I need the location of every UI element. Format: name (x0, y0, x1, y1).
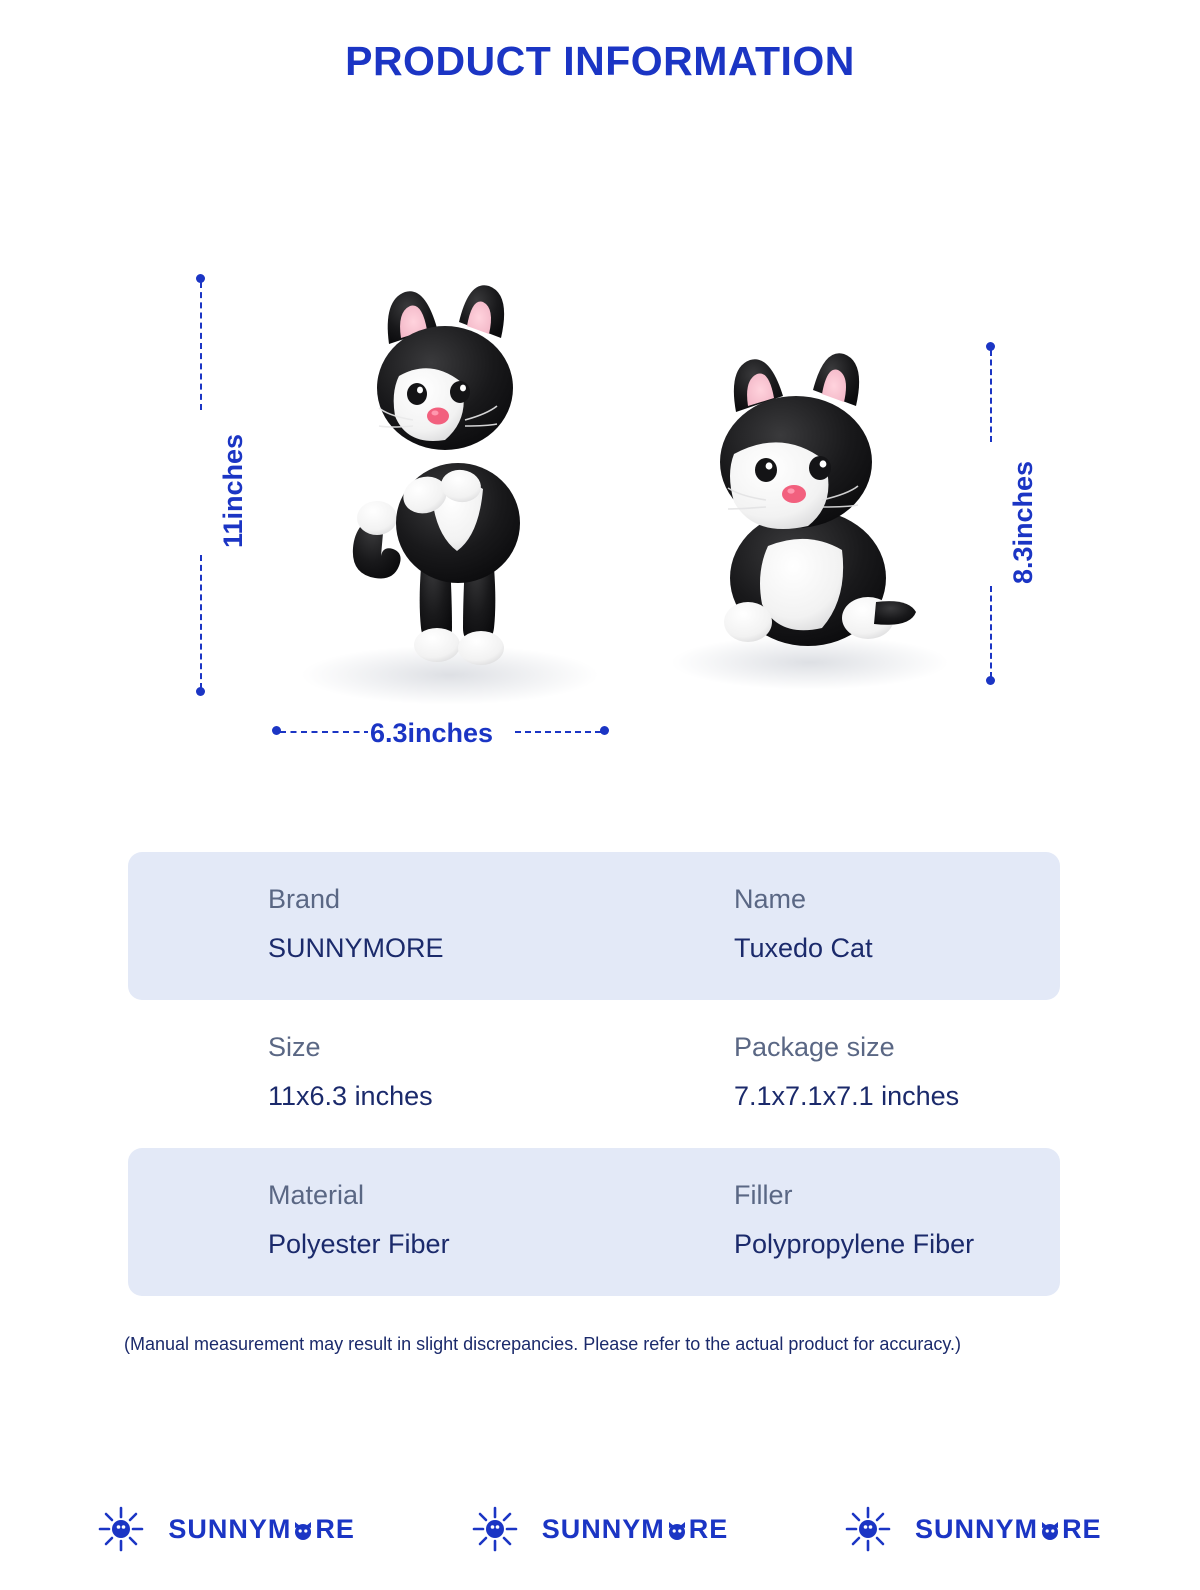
spec-key-size: Size (268, 1032, 321, 1062)
height-dim-line-lower (200, 555, 202, 689)
spec-cell-package-size (594, 1000, 1060, 1148)
cat-head-icon (666, 1518, 688, 1540)
brand-wordmark-pre: SUNNYM (168, 1513, 292, 1544)
seated-height-dim-line-lower (990, 586, 992, 678)
spec-value-brand: SUNNYMORE (268, 933, 444, 963)
sunburst-icon (472, 1506, 518, 1552)
spec-cell-brand (128, 852, 594, 1000)
footer-unit-3 (845, 1506, 1102, 1552)
footer-unit-2 (472, 1506, 729, 1552)
width-dim-line-left (280, 731, 370, 733)
seated-height-dim-label: 8.3inches (1004, 459, 1043, 586)
brand-wordmark-pre: SUNNYM (541, 1513, 665, 1544)
width-dim-right-dot (600, 726, 609, 735)
spec-cell-size (128, 1000, 594, 1148)
spec-key-brand: Brand (268, 884, 341, 914)
brand-wordmark-post: RE (688, 1513, 729, 1544)
brand-wordmark-pre: SUNNYM (915, 1513, 1039, 1544)
sunburst-icon (845, 1506, 891, 1552)
brand-wordmark (168, 1514, 355, 1545)
spec-row-brand-name (128, 852, 1060, 1000)
spec-cell-filler (594, 1148, 1060, 1296)
spec-key-name: Name (734, 884, 807, 914)
sunburst-icon (98, 1506, 144, 1552)
width-dim-label: 6.3inches (368, 714, 495, 753)
specification-table (128, 852, 1060, 1296)
measurement-disclaimer: (Manual measurement may result in slight discrepancies. Please refer to the actual product for accuracy.) (124, 1334, 962, 1354)
spec-key-material: Material (268, 1180, 365, 1210)
width-dim-line-right (515, 731, 601, 733)
spec-value-filler: Polypropylene Fiber (734, 1229, 975, 1259)
brand-wordmark-post: RE (1062, 1513, 1102, 1544)
spec-value-material: Polyester Fiber (268, 1229, 450, 1259)
height-dim-label: 11inches (214, 432, 253, 550)
brand-wordmark (915, 1514, 1102, 1545)
spec-key-filler: Filler (734, 1180, 793, 1210)
spec-row-size-package (128, 1000, 1060, 1148)
spec-cell-material (128, 1148, 594, 1296)
sitting-tuxedo-cat-plush (690, 350, 920, 680)
product-image-area (130, 250, 1070, 770)
height-dim-line-upper (200, 282, 202, 410)
footer-brand-strip (0, 1468, 1200, 1590)
spec-row-material-filler (128, 1148, 1060, 1296)
spec-cell-name (594, 852, 1060, 1000)
spec-value-package-size: 7.1x7.1x7.1 inches (734, 1081, 960, 1111)
standing-tuxedo-cat-plush (325, 280, 575, 680)
cat-head-icon (292, 1518, 314, 1540)
spec-key-package-size: Package size (734, 1032, 895, 1062)
brand-wordmark-post: RE (315, 1513, 355, 1544)
brand-wordmark (542, 1514, 729, 1545)
page-title: PRODUCT INFORMATION (345, 38, 855, 84)
spec-value-size: 11x6.3 inches (268, 1081, 433, 1111)
seated-height-dim-line-upper (990, 350, 992, 442)
footer-unit-1 (98, 1506, 355, 1552)
cat-head-icon (1039, 1518, 1061, 1540)
spec-value-name: Tuxedo Cat (734, 933, 873, 963)
